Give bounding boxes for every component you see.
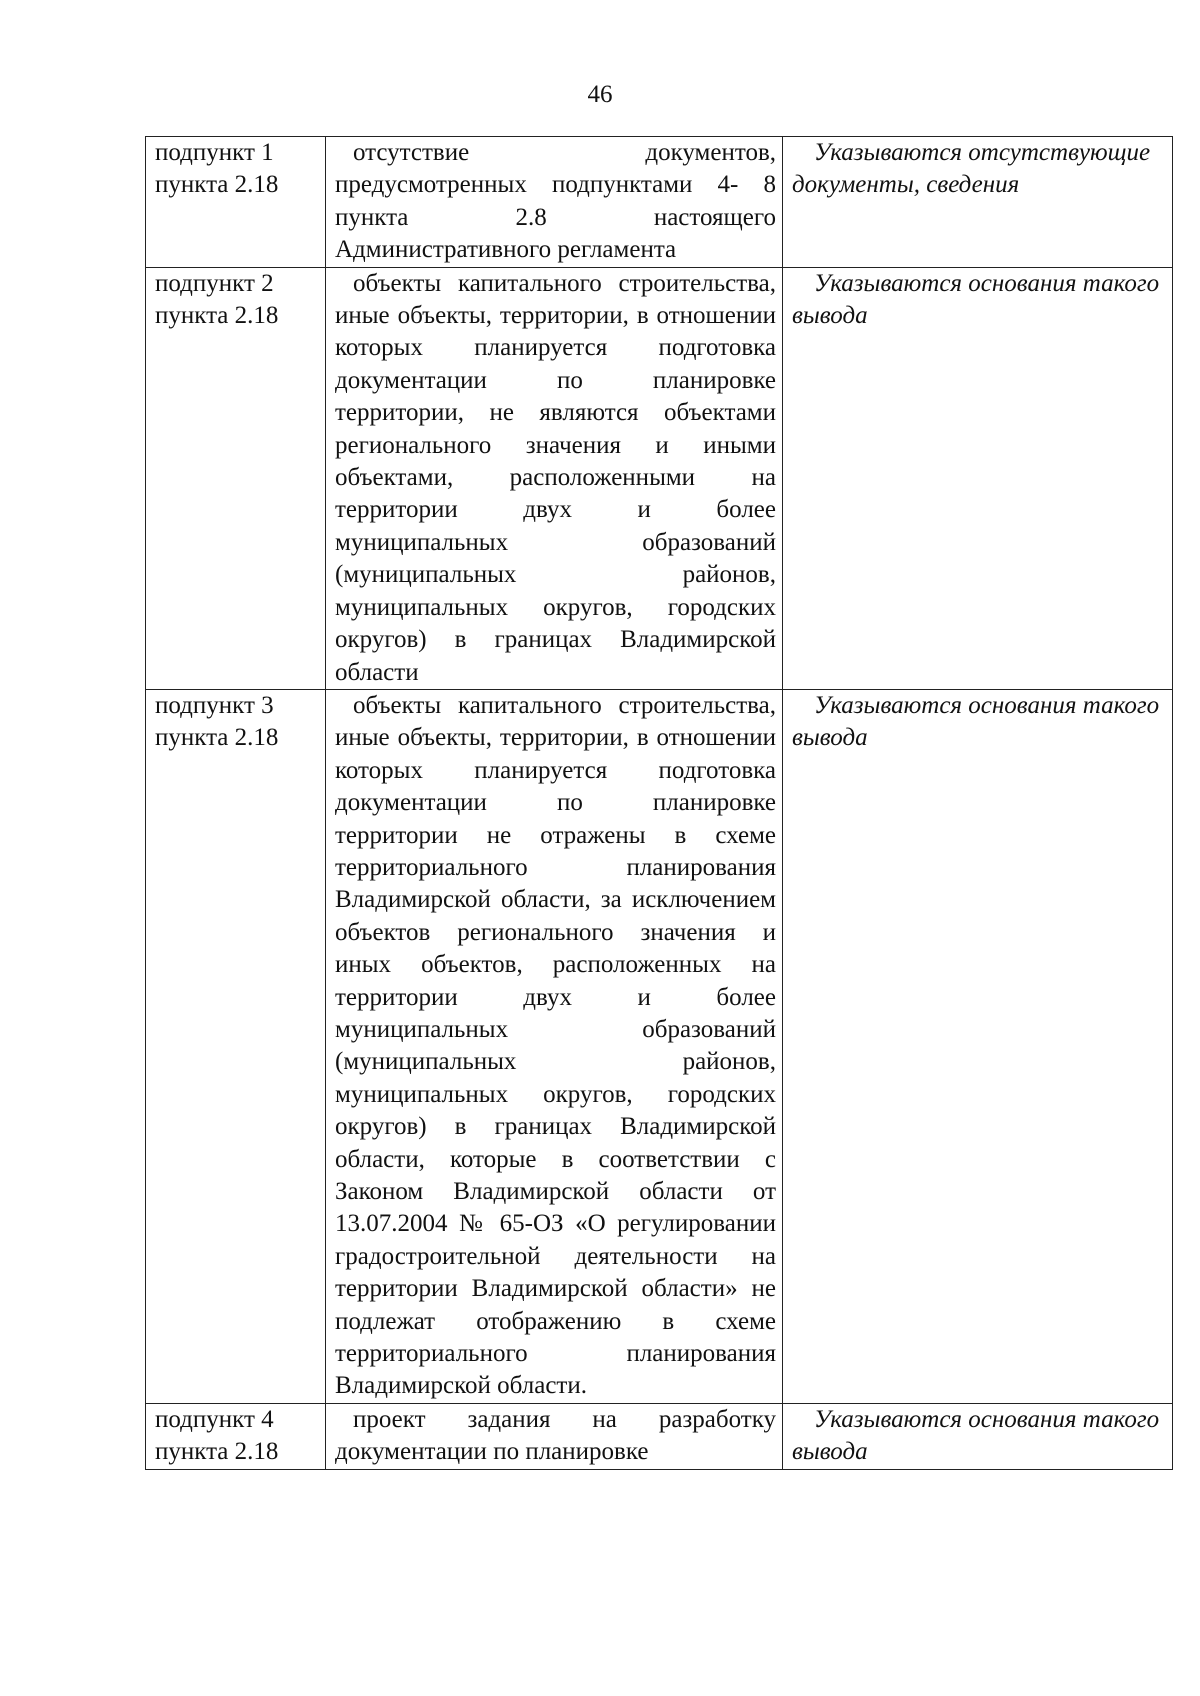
table-row xyxy=(146,1403,1173,1469)
page-number: 46 xyxy=(587,81,613,108)
reference-subpoint: подпункт 3 xyxy=(155,691,274,719)
reason-cell xyxy=(326,137,783,268)
note-cell xyxy=(783,1403,1173,1469)
reason-text: отсутствие документов, предусмотренных подпунктами 4- 8 пункта 2.8 настоящего Административного регламента xyxy=(335,139,776,264)
reason-text: проект задания на разработку документации по планировке xyxy=(335,1405,776,1466)
reference-subpoint: подпункт 4 xyxy=(155,1405,274,1433)
grounds-table xyxy=(145,136,1173,1470)
note-cell xyxy=(783,689,1173,1403)
note-cell xyxy=(783,137,1173,268)
note-cell xyxy=(783,267,1173,689)
reference-point: пункта 2.18 xyxy=(155,1438,279,1466)
table-row xyxy=(146,267,1173,689)
table-row xyxy=(146,137,1173,268)
note-text: Указываются основания такого вывода xyxy=(792,1405,1160,1466)
reason-cell xyxy=(326,267,783,689)
reference-cell xyxy=(146,137,326,268)
reference-cell xyxy=(146,267,326,689)
reason-cell xyxy=(326,1403,783,1469)
table-row xyxy=(146,689,1173,1403)
note-text: Указываются отсутствующие документы, сведения xyxy=(792,139,1151,199)
reason-cell xyxy=(326,689,783,1403)
reference-point: пункта 2.18 xyxy=(155,171,279,199)
reason-text: объекты капитального строительства, иные объекты, территории, в отношении которых планируется подготовка документации по планировке территории не отражены в схеме территориального планирования Владимирской области, за исключением объектов регионального значения и иных объектов, расположенных на территории двух и более муниципальных образований (муниципальных районов, муниципальных округов, городских округов) в границах Владимирской области, которые в соответствии с Законом Владимирской области от 13.07.2004 № 65-ОЗ «О регулировании градостроительной деятельности на территории Владимирской области» не подлежат отображению в схеме территориального планирования Владимирской области. xyxy=(335,691,776,1400)
reference-point: пункта 2.18 xyxy=(155,724,279,752)
note-text: Указываются основания такого вывода xyxy=(792,691,1160,752)
note-text: Указываются основания такого вывода xyxy=(792,269,1160,330)
reference-subpoint: подпункт 2 xyxy=(155,269,274,297)
reason-text: объекты капитального строительства, иные объекты, территории, в отношении которых планируется подготовка документации по планировке территории, не являются объектами регионального значения и иными объектами, расположенными на территории двух и более муниципальных образований (муниципальных районов, муниципальных округов, городских округов) в границах Владимирской области xyxy=(335,269,776,686)
reference-cell xyxy=(146,1403,326,1469)
reference-cell xyxy=(146,689,326,1403)
reference-subpoint: подпункт 1 xyxy=(155,139,274,166)
reference-point: пункта 2.18 xyxy=(155,302,279,330)
